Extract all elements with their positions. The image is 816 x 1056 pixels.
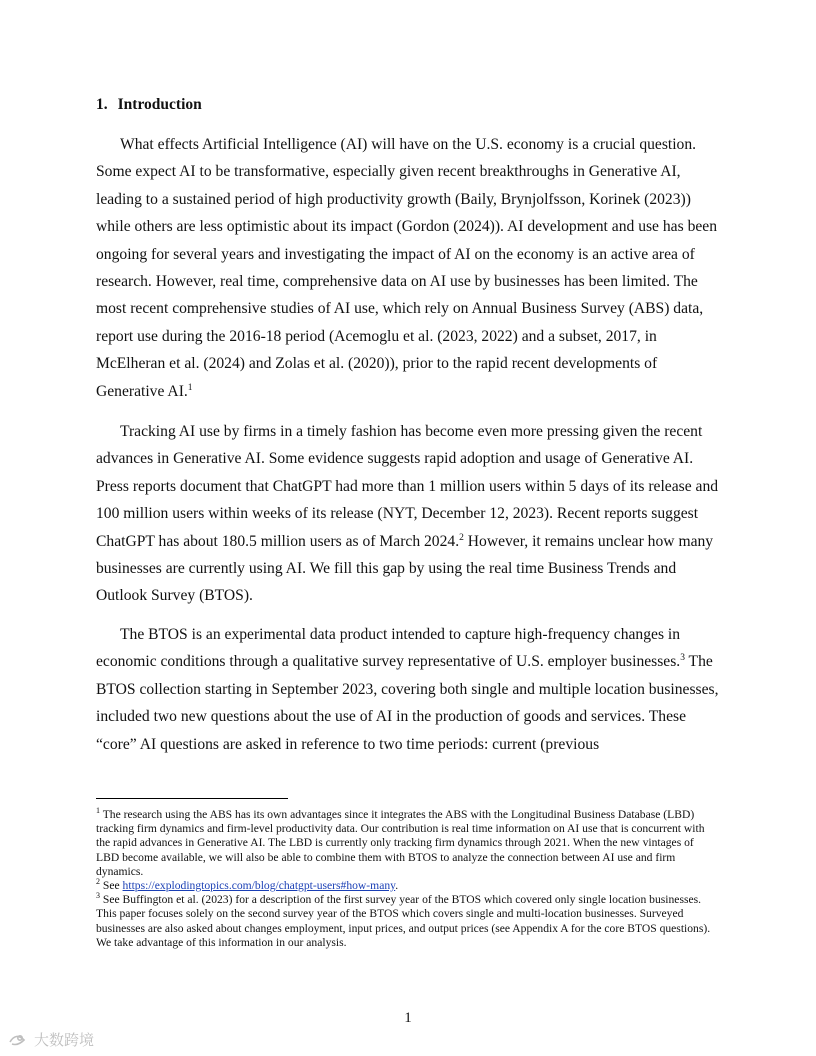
footnote-separator [96, 798, 288, 799]
watermark-text: 大数跨境 [34, 1031, 95, 1049]
footnote-number-2: 2 [96, 877, 100, 887]
footnote-number-1: 1 [96, 806, 100, 816]
footnote-ref-1[interactable]: 1 [187, 382, 193, 393]
section-number: 1. [96, 96, 108, 113]
footnotes [96, 808, 718, 950]
paragraph-3-text-after: The BTOS collection starting in September 2023, covering both single and multiple location businesses, included two new questions about the use of AI in the production of goods and services. These “core” AI questions are asked in reference to two time periods: current (previous [96, 653, 719, 753]
footnote-2-link[interactable]: https://explodingtopics.com/blog/chatgpt-users#how-many [122, 879, 396, 893]
footnote-2-prefix: See [100, 879, 123, 893]
footnote-2-suffix: . [395, 879, 399, 893]
paragraph-1-text: What effects Artificial Intelligence (AI) will have on the U.S. economy is a crucial question. Some expect AI to be transformative, especially given recent breakthroughs in Generative AI, leading to a sustained period of high productivity growth (Baily, Brynjolfsson, Korinek (2023)) while others are less optimistic about its impact (Gordon (2024)). AI development and use has been ongoing for several years and investigating the impact of AI on the economy is an active area of research. However, real time, comprehensive data on AI use by businesses has been limited. The most recent comprehensive studies of AI use, which rely on Annual Business Survey (ABS) data, report use during the 2016-18 period (Acemoglu et al. (2023, 2022) and a subset, 2017, in McElheran et al. (2024) and Zolas et al. (2020)), prior to the rapid recent developments of Generative AI. [96, 136, 718, 400]
paragraph-2 [96, 418, 722, 610]
watermark-logo [6, 1028, 116, 1052]
footnote-2 [96, 879, 718, 893]
paragraph-3 [96, 621, 722, 758]
footnote-1-text: The research using the ABS has its own advantages since it integrates the ABS with the Longitudinal Business Database (LBD) tracking firm dynamics and firm-level productivity data. Our contribution is real time information on AI use that is concurrent with the rapid advances in Generative AI. The LBD is currently only tracking firm dynamics through 2021. When the new vintages of LBD become available, we will also be able to combine them with BTOS to analyze the connection between AI use and firm dynamics. [96, 808, 705, 878]
section-heading [96, 96, 202, 114]
footnote-number-3: 3 [96, 891, 100, 901]
paragraph-3-text-before: The BTOS is an experimental data product intended to capture high-frequency changes in economic conditions through a qualitative survey representative of U.S. employer businesses. [96, 626, 681, 671]
paragraph-2-text-before: Tracking AI use by firms in a timely fashion has become even more pressing given the recent advances in Generative AI. Some evidence suggests rapid adoption and usage of Generative AI. Press reports document that ChatGPT had more than 1 million users within 5 days of its release and 100 million users within weeks of its release (NYT, December 12, 2023). Recent reports suggest ChatGPT has about 180.5 million users as of March 2024. [96, 423, 719, 550]
page-number: 1 [404, 1010, 412, 1026]
footnote-1 [96, 808, 718, 879]
footnote-3-text: See Buffington et al. (2023) for a description of the first survey year of the BTOS which covered only single location businesses. This paper focuses solely on the second survey year of the BTOS which covers single and multi-location businesses. Surveyed businesses are also asked about changes employment, input prices, and output prices (see Appendix A for the core BTOS questions). We take advantage of this information in our analysis. [96, 893, 711, 949]
paragraph-2-text-after: However, it remains unclear how many businesses are currently using AI. We fill this gap by using the real time Business Trends and Outlook Survey (BTOS). [96, 532, 714, 605]
footnote-ref-3[interactable]: 3 [680, 653, 685, 664]
section-title: Introduction [117, 96, 202, 113]
footnote-ref-2[interactable]: 2 [459, 532, 464, 543]
paragraph-1 [96, 131, 722, 405]
footnote-3 [96, 893, 718, 950]
